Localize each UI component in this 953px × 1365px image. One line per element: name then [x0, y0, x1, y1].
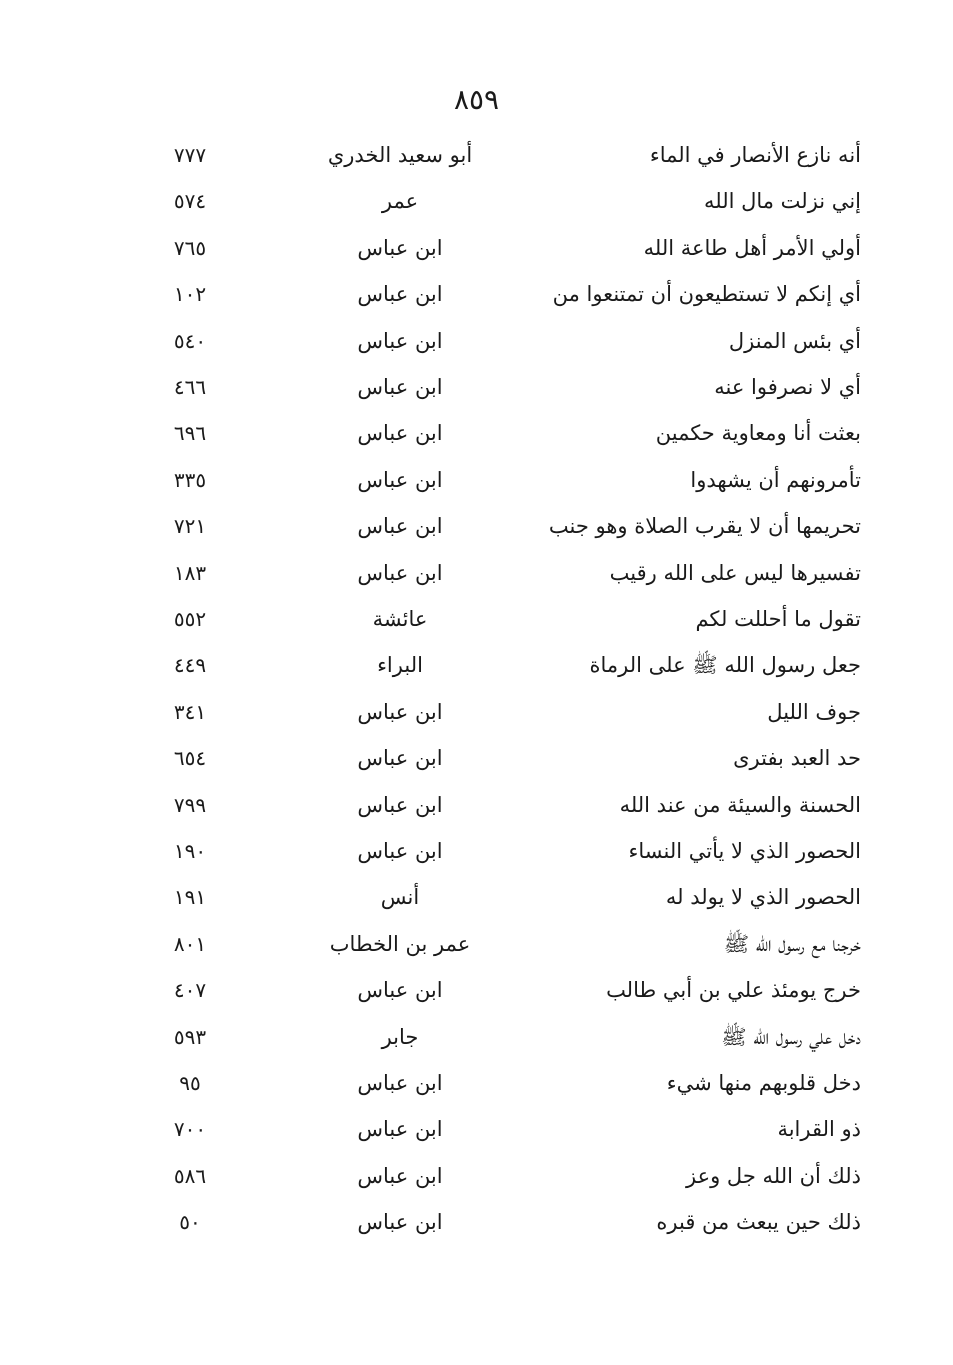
index-row	[0, 550, 953, 596]
hadith-phrase: دخل قلوبهم منها شيء	[666, 1071, 861, 1095]
narrator-name: أبو سعيد الخدري	[327, 143, 473, 167]
hadith-phrase: أي إنكم لا تستطيعون أن تمتنعوا من	[552, 282, 861, 307]
narrator-name: البراء	[377, 653, 423, 678]
page-reference: ٥٨٦	[173, 1163, 207, 1188]
narrator-name: ابن عباس	[357, 514, 443, 539]
index-row	[0, 735, 953, 781]
index-row	[0, 1060, 953, 1106]
narrator-name: عمر بن الخطاب	[329, 931, 471, 956]
narrator-name: أنس	[380, 885, 420, 910]
narrator-name: ابن عباس	[357, 1071, 443, 1095]
page-reference: ١٠٢	[173, 282, 207, 307]
page-reference: ٥٩٣	[173, 1024, 207, 1049]
index-row	[0, 178, 953, 224]
index-row	[0, 642, 953, 688]
index-row	[0, 457, 953, 503]
hadith-phrase: جعل رسول الله ﷺ على الرماة	[589, 653, 861, 678]
index-row	[0, 874, 953, 920]
hadith-phrase: دخل علي رسول الله ﷺ	[721, 1024, 861, 1049]
page-number-text: ٨٥٩	[453, 83, 500, 116]
narrator-name: ابن عباس	[357, 467, 443, 492]
hadith-phrase: الحسنة والسيئة من عند الله	[619, 792, 861, 817]
narrator-name: ابن عباس	[357, 839, 443, 863]
narrator-name: ابن عباس	[357, 1117, 443, 1142]
hadith-phrase: تأمرونهم أن يشهدوا	[690, 467, 861, 492]
page-reference: ١٩١	[173, 885, 207, 910]
hadith-phrase: إني نزلت مال الله	[703, 189, 861, 214]
index-row	[0, 503, 953, 549]
index-row	[0, 1106, 953, 1152]
hadith-phrase: تحريمها أن لا يقرب الصلاة وهو جنب	[548, 514, 861, 539]
narrator-name: ابن عباس	[357, 1163, 443, 1188]
hadith-phrase: ذلك حين يبعث من قبره	[656, 1210, 861, 1235]
narrator-name: ابن عباس	[357, 1210, 443, 1235]
index-row	[0, 596, 953, 642]
hadith-phrase: أي بئس المنزل	[728, 328, 861, 353]
hadith-phrase: الحصور الذي لا يأتي النساء	[628, 839, 861, 863]
narrator-name: ابن عباس	[357, 699, 443, 724]
page-reference: ١٨٣	[173, 560, 207, 585]
index-row	[0, 967, 953, 1013]
index-row	[0, 410, 953, 456]
narrator-name: ابن عباس	[357, 792, 443, 817]
hadith-phrase: جوف الليل	[767, 699, 861, 724]
index-row	[0, 782, 953, 828]
index-row	[0, 225, 953, 271]
hadith-index-table	[0, 132, 953, 1250]
page-reference: ٧٧٧	[173, 143, 207, 167]
index-row	[0, 271, 953, 317]
page-reference: ٥٧٤	[173, 189, 207, 214]
hadith-phrase: أنه نازع الأنصار في الماء	[649, 143, 861, 167]
page-reference: ٦٩٦	[173, 421, 207, 446]
page-reference: ٨٠١	[173, 931, 207, 956]
index-row	[0, 1014, 953, 1060]
narrator-name: ابن عباس	[357, 235, 443, 260]
page-reference: ٦٥٤	[173, 746, 207, 771]
page-reference: ٣٤١	[173, 699, 207, 724]
index-row	[0, 921, 953, 967]
hadith-phrase: أولي الأمر أهل طاعة الله	[643, 235, 861, 260]
narrator-name: عمر	[381, 189, 419, 214]
narrator-name: جابر	[381, 1024, 419, 1049]
narrator-name: ابن عباس	[357, 328, 443, 353]
narrator-name: ابن عباس	[357, 375, 443, 399]
narrator-name: ابن عباس	[357, 421, 443, 446]
index-row	[0, 689, 953, 735]
hadith-phrase: ذلك أن الله جل وعز	[686, 1163, 861, 1188]
page-number	[0, 80, 953, 120]
page-reference: ٧٦٥	[173, 235, 207, 260]
page-reference: ٩٥	[179, 1071, 201, 1095]
narrator-name: ابن عباس	[357, 746, 443, 771]
page-reference: ٤٠٧	[173, 978, 207, 1003]
page-reference: ٤٦٦	[173, 375, 207, 399]
hadith-phrase: أي لا نصرفوا عنه	[714, 375, 861, 399]
page-reference: ٧٠٠	[173, 1117, 207, 1142]
hadith-phrase: ذو القرابة	[777, 1117, 861, 1142]
hadith-phrase: تقول ما أحللت لكم	[695, 607, 861, 631]
page-reference: ٤٤٩	[173, 653, 207, 678]
hadith-phrase: تفسيرها ليس على الله رقيب	[609, 560, 861, 585]
narrator-name: ابن عباس	[357, 978, 443, 1003]
index-row	[0, 1153, 953, 1199]
hadith-phrase: خرج يومئذ علي بن أبي طالب	[606, 978, 861, 1003]
hadith-phrase: حد العبد بفترى	[733, 746, 861, 771]
page-reference: ١٩٠	[173, 839, 207, 863]
page-reference: ٣٣٥	[173, 467, 207, 492]
index-row	[0, 318, 953, 364]
index-row	[0, 364, 953, 410]
hadith-phrase: الحصور الذي لا يولد له	[665, 885, 861, 910]
index-row	[0, 828, 953, 874]
page-reference: ٧٩٩	[173, 792, 207, 817]
hadith-phrase: خرجنا مع رسول الله ﷺ	[723, 931, 861, 956]
narrator-name: ابن عباس	[357, 282, 443, 307]
narrator-name: ابن عباس	[357, 560, 443, 585]
page-reference: ٥٥٢	[173, 607, 207, 631]
hadith-phrase: بعثت أنا ومعاوية حكمين	[655, 421, 861, 446]
index-row	[0, 132, 953, 178]
page-reference: ٧٢١	[173, 514, 207, 539]
narrator-name: عائشة	[372, 607, 428, 631]
page-reference: ٥٤٠	[173, 328, 207, 353]
index-row	[0, 1199, 953, 1245]
page-reference: ٥٠	[179, 1210, 201, 1235]
